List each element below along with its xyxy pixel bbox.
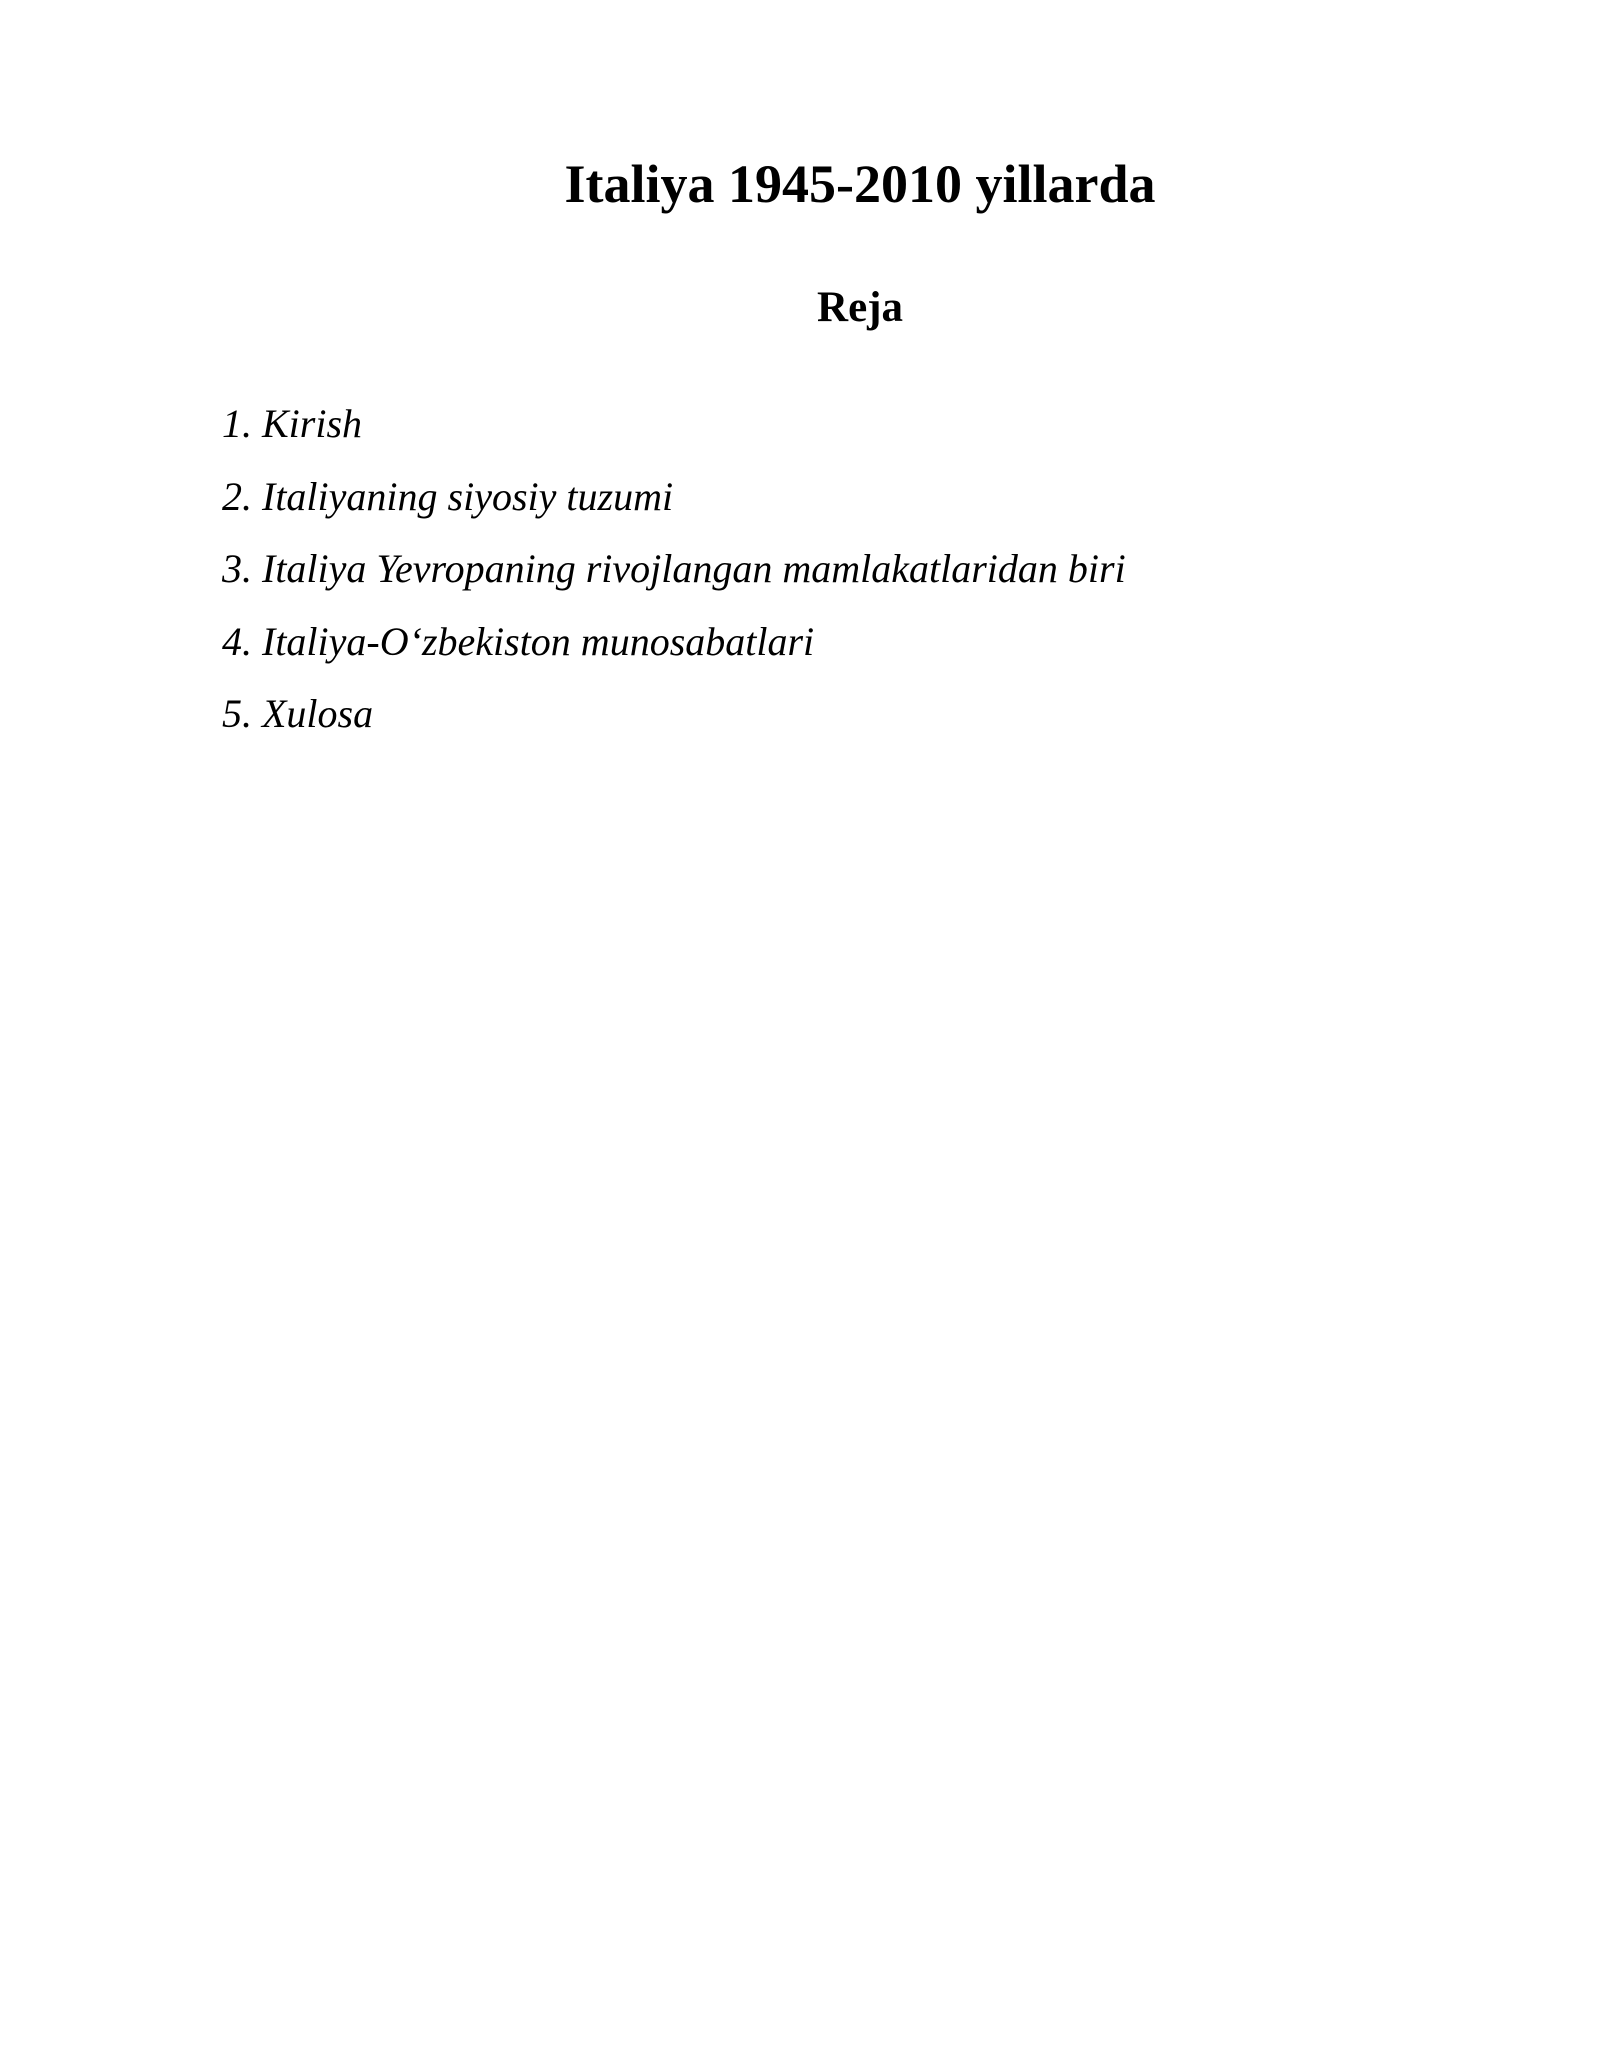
- plan-item-2: 2. Italiyaning siyosiy tuzumi: [222, 473, 674, 519]
- plan-item-1: 1. Kirish: [222, 401, 363, 446]
- document-title: Italiya 1945-2010 yillarda: [564, 154, 1156, 214]
- plan-item-3: 3. Italiya Yevropaning rivojlangan mamlakatlaridan biri: [222, 546, 1126, 591]
- plan-item-5: 5. Xulosa: [222, 691, 374, 736]
- plan-item-4: 4. Italiya-O‘zbekiston munosabatlari: [222, 618, 815, 664]
- plan-heading: Reja: [817, 284, 903, 331]
- plan-list: [222, 388, 1422, 751]
